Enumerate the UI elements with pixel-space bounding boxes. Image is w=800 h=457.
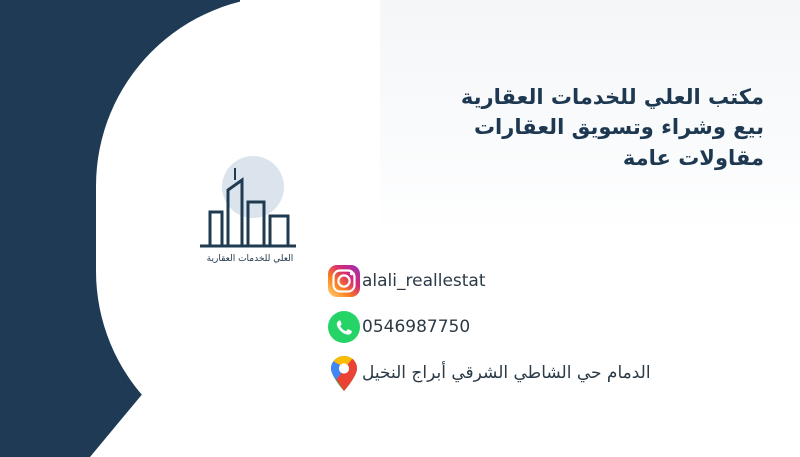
instagram-handle: alali_reallestat [362, 271, 486, 291]
buildings-logo-mark [170, 150, 330, 260]
headline-line-3: مقاولات عامة [622, 145, 764, 170]
contact-row-whatsapp[interactable] [326, 304, 766, 350]
headline-line-2: بيع وشراء وتسويق العقارات [473, 115, 764, 140]
headline [344, 82, 764, 173]
contact-row-location[interactable] [326, 350, 766, 396]
headline-line-1: مكتب العلي للخدمات العقارية [460, 85, 764, 109]
contact-list [326, 258, 766, 396]
contact-row-instagram[interactable] [326, 258, 766, 304]
phone-number: 0546987750 [362, 317, 471, 337]
logo-caption: العلي للخدمات العقارية [206, 254, 294, 264]
address: الدمام حي الشاطي الشرقي أبراج النخيل [362, 363, 651, 383]
instagram-icon[interactable] [326, 263, 362, 299]
google-maps-pin-icon[interactable] [326, 355, 362, 391]
logo [170, 150, 330, 280]
whatsapp-icon[interactable] [326, 309, 362, 345]
